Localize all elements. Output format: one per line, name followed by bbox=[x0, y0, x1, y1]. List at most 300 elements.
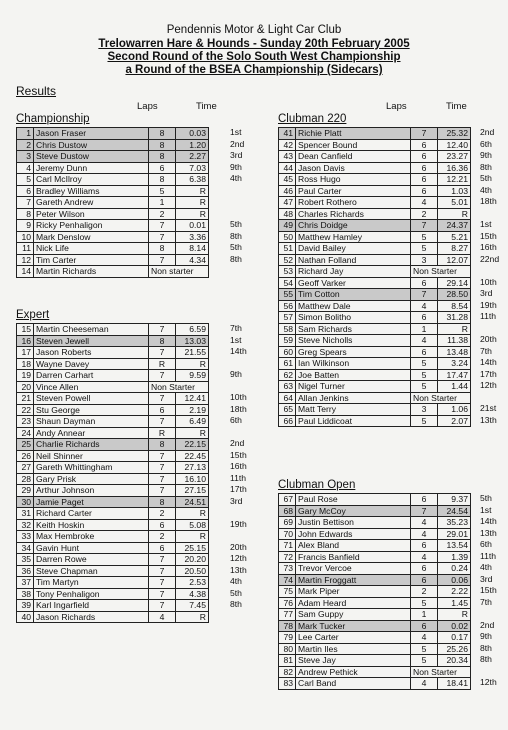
time-value: 1.45 bbox=[438, 597, 471, 609]
time-value: 9.59 bbox=[176, 370, 209, 382]
result-row bbox=[279, 185, 471, 197]
time-value: 27.15 bbox=[176, 485, 209, 497]
rider-name: Paul Liddicoat bbox=[296, 415, 411, 427]
rider-number: 35 bbox=[17, 554, 34, 566]
clubmanopen-title: Clubman Open bbox=[278, 479, 356, 491]
rider-name: Geoff Varker bbox=[296, 277, 411, 289]
rider-name: Jeremy Dunn bbox=[34, 162, 149, 174]
finish-position: 12th bbox=[480, 380, 497, 390]
rider-name: Tim Cotton bbox=[296, 289, 411, 301]
rider-name: Wayne Davey bbox=[34, 358, 149, 370]
result-row bbox=[17, 335, 209, 347]
result-row bbox=[279, 551, 471, 563]
time-value: 0.01 bbox=[176, 220, 209, 232]
result-row bbox=[17, 254, 209, 266]
rider-number: 66 bbox=[279, 415, 296, 427]
result-row bbox=[279, 540, 471, 552]
time-value: 29.14 bbox=[438, 277, 471, 289]
laps-value: 5 bbox=[411, 243, 438, 255]
result-row bbox=[279, 678, 471, 690]
rider-name: Matt Terry bbox=[296, 404, 411, 416]
rider-name: Ian Wilkinson bbox=[296, 358, 411, 370]
laps-value: 4 bbox=[411, 551, 438, 563]
rider-number: 70 bbox=[279, 528, 296, 540]
finish-position: 3rd bbox=[230, 496, 243, 506]
result-row bbox=[17, 381, 209, 393]
result-row bbox=[17, 266, 209, 278]
finish-position: 22nd bbox=[480, 254, 500, 264]
result-row bbox=[17, 197, 209, 209]
rider-name: Tony Penhaligon bbox=[34, 588, 149, 600]
rider-name: Gareth Andrew bbox=[34, 197, 149, 209]
time-value: 18.41 bbox=[438, 678, 471, 690]
rider-number: 11 bbox=[17, 243, 34, 255]
result-row bbox=[279, 335, 471, 347]
laps-value: 3 bbox=[411, 404, 438, 416]
rider-number: 33 bbox=[17, 531, 34, 543]
rider-number: 12 bbox=[17, 254, 34, 266]
time-value: 1.20 bbox=[176, 139, 209, 151]
laps-header-left: Laps bbox=[137, 101, 158, 112]
laps-value: 6 bbox=[411, 574, 438, 586]
rider-number: 64 bbox=[279, 392, 296, 404]
laps-value: 8 bbox=[149, 128, 176, 140]
rider-name: Paul Rose bbox=[296, 494, 411, 506]
rider-number: 28 bbox=[17, 473, 34, 485]
rider-name: Martin Froggatt bbox=[296, 574, 411, 586]
time-value: 2.19 bbox=[176, 404, 209, 416]
non-starter: Non Starter bbox=[411, 266, 471, 278]
time-value: R bbox=[176, 508, 209, 520]
rider-number: 42 bbox=[279, 139, 296, 151]
finish-position: 1st bbox=[480, 505, 492, 515]
laps-value: 8 bbox=[149, 439, 176, 451]
finish-position: 1st bbox=[480, 219, 492, 229]
rider-number: 22 bbox=[17, 404, 34, 416]
rider-name: Andrew Pethick bbox=[296, 666, 411, 678]
rider-name: Steve Jay bbox=[296, 655, 411, 667]
rider-name: Jamie Paget bbox=[34, 496, 149, 508]
time-value: 12.21 bbox=[438, 174, 471, 186]
time-value: R bbox=[176, 531, 209, 543]
rider-number: 54 bbox=[279, 277, 296, 289]
rider-number: 71 bbox=[279, 540, 296, 552]
result-row bbox=[279, 220, 471, 232]
rider-name: Stu George bbox=[34, 404, 149, 416]
rider-name: Darren Carhart bbox=[34, 370, 149, 382]
rider-number: 75 bbox=[279, 586, 296, 598]
result-row bbox=[279, 358, 471, 370]
rider-name: Charles Richards bbox=[296, 208, 411, 220]
result-row bbox=[17, 404, 209, 416]
rider-number: 58 bbox=[279, 323, 296, 335]
laps-value: 1 bbox=[411, 323, 438, 335]
laps-value: 5 bbox=[411, 655, 438, 667]
time-value: R bbox=[176, 358, 209, 370]
result-row bbox=[17, 347, 209, 359]
rider-name: Carl McIlroy bbox=[34, 174, 149, 186]
finish-position: 5th bbox=[230, 219, 242, 229]
time-value: 13.48 bbox=[438, 346, 471, 358]
clubmanopen-table bbox=[278, 493, 471, 690]
laps-value: 7 bbox=[411, 289, 438, 301]
time-value: 35.23 bbox=[438, 517, 471, 529]
time-value: 1.44 bbox=[438, 381, 471, 393]
finish-position: 9th bbox=[230, 162, 242, 172]
result-row bbox=[17, 439, 209, 451]
rider-name: Paul Carter bbox=[296, 185, 411, 197]
laps-value: 1 bbox=[149, 197, 176, 209]
finish-position: 9th bbox=[230, 369, 242, 379]
finish-position: 8th bbox=[480, 643, 492, 653]
result-row bbox=[17, 162, 209, 174]
time-value: 24.51 bbox=[176, 496, 209, 508]
time-value: 0.17 bbox=[438, 632, 471, 644]
rider-number: 49 bbox=[279, 220, 296, 232]
rider-number: 43 bbox=[279, 151, 296, 163]
time-value: R bbox=[176, 611, 209, 623]
finish-position: 20th bbox=[230, 542, 247, 552]
rider-number: 83 bbox=[279, 678, 296, 690]
time-value: R bbox=[176, 427, 209, 439]
finish-position: 20th bbox=[480, 334, 497, 344]
rider-number: 82 bbox=[279, 666, 296, 678]
time-value: 12.41 bbox=[176, 393, 209, 405]
result-row bbox=[279, 505, 471, 517]
result-row bbox=[17, 600, 209, 612]
finish-position: 6th bbox=[480, 539, 492, 549]
rider-number: 81 bbox=[279, 655, 296, 667]
rider-number: 59 bbox=[279, 335, 296, 347]
rider-name: Keith Hoskin bbox=[34, 519, 149, 531]
time-value: 6.59 bbox=[176, 324, 209, 336]
rider-name: Robert Rothero bbox=[296, 197, 411, 209]
rider-name: Justin Bettison bbox=[296, 517, 411, 529]
rider-name: Ricky Penhaligon bbox=[34, 220, 149, 232]
rider-number: 7 bbox=[17, 197, 34, 209]
laps-value: 8 bbox=[149, 496, 176, 508]
rider-number: 78 bbox=[279, 620, 296, 632]
time-value: 20.34 bbox=[438, 655, 471, 667]
rider-number: 19 bbox=[17, 370, 34, 382]
laps-value: 4 bbox=[411, 678, 438, 690]
event-title: Trelowarren Hare & Hounds - Sunday 20th February 2005 bbox=[98, 38, 410, 50]
championship-table bbox=[16, 127, 209, 278]
laps-value: 4 bbox=[411, 335, 438, 347]
time-value: 3.36 bbox=[176, 231, 209, 243]
result-row bbox=[17, 185, 209, 197]
rider-number: 79 bbox=[279, 632, 296, 644]
time-value: 25.26 bbox=[438, 643, 471, 655]
time-value: R bbox=[176, 197, 209, 209]
rider-number: 30 bbox=[17, 496, 34, 508]
time-value: 25.32 bbox=[438, 128, 471, 140]
rider-name: Carl Band bbox=[296, 678, 411, 690]
rider-name: Joe Batten bbox=[296, 369, 411, 381]
clubman220-title: Clubman 220 bbox=[278, 113, 347, 125]
rider-number: 6 bbox=[17, 185, 34, 197]
time-value: 16.10 bbox=[176, 473, 209, 485]
non-starter: Non Starter bbox=[149, 381, 209, 393]
laps-value: 7 bbox=[149, 588, 176, 600]
time-value: 28.50 bbox=[438, 289, 471, 301]
laps-value: 4 bbox=[149, 611, 176, 623]
rider-name: Darren Rowe bbox=[34, 554, 149, 566]
finish-position: 13th bbox=[480, 415, 497, 425]
rider-number: 14 bbox=[17, 266, 34, 278]
rider-name: Chris Doidge bbox=[296, 220, 411, 232]
rider-name: Martin Iles bbox=[296, 643, 411, 655]
result-row bbox=[17, 139, 209, 151]
laps-value: 6 bbox=[411, 174, 438, 186]
rider-name: Jason Richards bbox=[34, 611, 149, 623]
result-row bbox=[279, 312, 471, 324]
rider-name: Dean Canfield bbox=[296, 151, 411, 163]
rider-name: Jason Davis bbox=[296, 162, 411, 174]
time-value: 24.54 bbox=[438, 505, 471, 517]
rider-name: Richard Jay bbox=[296, 266, 411, 278]
rider-number: 57 bbox=[279, 312, 296, 324]
rider-number: 45 bbox=[279, 174, 296, 186]
laps-value: 7 bbox=[149, 565, 176, 577]
time-value: R bbox=[438, 208, 471, 220]
finish-position: 17th bbox=[230, 484, 247, 494]
rider-name: Sam Guppy bbox=[296, 609, 411, 621]
laps-value: 6 bbox=[149, 542, 176, 554]
result-row bbox=[279, 174, 471, 186]
laps-value: 2 bbox=[411, 586, 438, 598]
results-label: Results bbox=[16, 84, 57, 98]
result-row bbox=[279, 197, 471, 209]
laps-value: 6 bbox=[411, 346, 438, 358]
finish-position: 14th bbox=[480, 516, 497, 526]
laps-value: 4 bbox=[411, 632, 438, 644]
rider-number: 55 bbox=[279, 289, 296, 301]
laps-value: 6 bbox=[411, 563, 438, 575]
result-row bbox=[17, 588, 209, 600]
result-row bbox=[279, 632, 471, 644]
rider-name: Chris Dustow bbox=[34, 139, 149, 151]
rider-number: 53 bbox=[279, 266, 296, 278]
result-row bbox=[279, 392, 471, 404]
finish-position: 4th bbox=[230, 576, 242, 586]
laps-value: 5 bbox=[411, 415, 438, 427]
time-value: 5.01 bbox=[438, 197, 471, 209]
result-row bbox=[279, 528, 471, 540]
time-value: 22.15 bbox=[176, 439, 209, 451]
laps-value: 7 bbox=[149, 416, 176, 428]
time-value: R bbox=[176, 185, 209, 197]
result-row bbox=[279, 231, 471, 243]
time-value: 21.55 bbox=[176, 347, 209, 359]
finish-position: 10th bbox=[480, 277, 497, 287]
result-row bbox=[279, 586, 471, 598]
rider-name: Bradley Williams bbox=[34, 185, 149, 197]
time-value: 2.07 bbox=[438, 415, 471, 427]
result-row bbox=[17, 358, 209, 370]
finish-position: 4th bbox=[480, 185, 492, 195]
time-value: 22.45 bbox=[176, 450, 209, 462]
time-value: 5.21 bbox=[438, 231, 471, 243]
time-value: 8.14 bbox=[176, 243, 209, 255]
rider-name: Vince Allen bbox=[34, 381, 149, 393]
rider-name: Alex Bland bbox=[296, 540, 411, 552]
rider-name: Adam Heard bbox=[296, 597, 411, 609]
result-row bbox=[279, 208, 471, 220]
laps-value: 6 bbox=[411, 277, 438, 289]
finish-position: 2nd bbox=[480, 127, 495, 137]
rider-name: Max Hembroke bbox=[34, 531, 149, 543]
rider-name: Karl Ingarfield bbox=[34, 600, 149, 612]
laps-value: 7 bbox=[411, 220, 438, 232]
rider-name: Nick Life bbox=[34, 243, 149, 255]
rider-name: Nathan Folland bbox=[296, 254, 411, 266]
finish-position: 3rd bbox=[230, 150, 243, 160]
result-row bbox=[17, 554, 209, 566]
laps-value: 5 bbox=[411, 381, 438, 393]
time-value: 2.53 bbox=[176, 577, 209, 589]
finish-position: 21st bbox=[480, 403, 497, 413]
rider-name: Tim Martyn bbox=[34, 577, 149, 589]
rider-name: Arthur Johnson bbox=[34, 485, 149, 497]
rider-number: 69 bbox=[279, 517, 296, 529]
laps-value: 2 bbox=[149, 208, 176, 220]
result-row bbox=[279, 597, 471, 609]
laps-value: 7 bbox=[149, 485, 176, 497]
rider-number: 52 bbox=[279, 254, 296, 266]
result-row bbox=[17, 243, 209, 255]
rider-name: Matthew Dale bbox=[296, 300, 411, 312]
clubman220-table bbox=[278, 127, 471, 427]
finish-position: 5th bbox=[480, 493, 492, 503]
round-title: Second Round of the Solo South West Championship bbox=[107, 51, 401, 63]
time-value: 13.03 bbox=[176, 335, 209, 347]
rider-name: David Bailey bbox=[296, 243, 411, 255]
rider-number: 80 bbox=[279, 643, 296, 655]
time-header-right: Time bbox=[446, 101, 467, 112]
time-value: 6.49 bbox=[176, 416, 209, 428]
time-value: 23.27 bbox=[438, 151, 471, 163]
rider-name: Steve Dustow bbox=[34, 151, 149, 163]
rider-name: Matthew Hamley bbox=[296, 231, 411, 243]
finish-position: 8th bbox=[230, 231, 242, 241]
rider-name: Andy Annear bbox=[34, 427, 149, 439]
laps-value: 2 bbox=[411, 208, 438, 220]
championship-title: Championship bbox=[16, 113, 90, 125]
finish-position: 15th bbox=[480, 231, 497, 241]
laps-value: 6 bbox=[411, 139, 438, 151]
finish-position: 5th bbox=[230, 242, 242, 252]
rider-number: 26 bbox=[17, 450, 34, 462]
result-row bbox=[279, 346, 471, 358]
rider-number: 47 bbox=[279, 197, 296, 209]
result-row bbox=[279, 494, 471, 506]
rider-name: Mark Denslow bbox=[34, 231, 149, 243]
laps-value: 6 bbox=[411, 540, 438, 552]
result-row bbox=[279, 243, 471, 255]
result-row bbox=[17, 519, 209, 531]
result-row bbox=[17, 128, 209, 140]
finish-position: 8th bbox=[230, 599, 242, 609]
rider-name: Steve Nicholls bbox=[296, 335, 411, 347]
rider-number: 73 bbox=[279, 563, 296, 575]
finish-position: 16th bbox=[480, 242, 497, 252]
result-row bbox=[279, 620, 471, 632]
laps-value: 5 bbox=[411, 369, 438, 381]
time-value: 31.28 bbox=[438, 312, 471, 324]
finish-position: 9th bbox=[480, 631, 492, 641]
time-value: 0.02 bbox=[438, 620, 471, 632]
result-row bbox=[17, 611, 209, 623]
rider-number: 74 bbox=[279, 574, 296, 586]
result-row bbox=[17, 450, 209, 462]
rider-number: 32 bbox=[17, 519, 34, 531]
finish-position: 2nd bbox=[230, 139, 245, 149]
rider-number: 63 bbox=[279, 381, 296, 393]
laps-value: 1 bbox=[411, 609, 438, 621]
laps-value: 6 bbox=[411, 151, 438, 163]
time-value: R bbox=[438, 323, 471, 335]
laps-value: R bbox=[149, 427, 176, 439]
result-row bbox=[17, 324, 209, 336]
laps-value: R bbox=[149, 358, 176, 370]
rider-name: Peter Wilson bbox=[34, 208, 149, 220]
result-row bbox=[17, 531, 209, 543]
finish-position: 3rd bbox=[480, 574, 493, 584]
rider-number: 25 bbox=[17, 439, 34, 451]
result-row bbox=[279, 415, 471, 427]
result-row bbox=[279, 289, 471, 301]
rider-name: Steven Jewell bbox=[34, 335, 149, 347]
rider-name: Jason Fraser bbox=[34, 128, 149, 140]
result-row bbox=[279, 128, 471, 140]
time-header-left: Time bbox=[196, 101, 217, 112]
rider-number: 31 bbox=[17, 508, 34, 520]
result-row bbox=[17, 370, 209, 382]
finish-position: 19th bbox=[480, 300, 497, 310]
laps-value: 7 bbox=[149, 554, 176, 566]
laps-value: 8 bbox=[149, 335, 176, 347]
expert-title: Expert bbox=[16, 309, 50, 321]
rider-number: 39 bbox=[17, 600, 34, 612]
time-value: 20.20 bbox=[176, 554, 209, 566]
result-row bbox=[279, 517, 471, 529]
finish-position: 19th bbox=[230, 519, 247, 529]
laps-value: 6 bbox=[411, 620, 438, 632]
club-name: Pendennis Motor & Light Car Club bbox=[166, 24, 342, 36]
time-value: 9.37 bbox=[438, 494, 471, 506]
time-value: 6.38 bbox=[176, 174, 209, 186]
finish-position: 5th bbox=[480, 173, 492, 183]
time-value: R bbox=[438, 609, 471, 621]
finish-position: 2nd bbox=[480, 620, 495, 630]
time-value: 8.27 bbox=[438, 243, 471, 255]
rider-number: 36 bbox=[17, 565, 34, 577]
rider-number: 27 bbox=[17, 462, 34, 474]
laps-value: 6 bbox=[411, 185, 438, 197]
laps-value: 4 bbox=[411, 517, 438, 529]
laps-value: 4 bbox=[411, 300, 438, 312]
result-row bbox=[279, 139, 471, 151]
rider-number: 18 bbox=[17, 358, 34, 370]
laps-value: 7 bbox=[149, 577, 176, 589]
laps-value: 7 bbox=[149, 254, 176, 266]
rider-number: 72 bbox=[279, 551, 296, 563]
rider-number: 62 bbox=[279, 369, 296, 381]
finish-position: 8th bbox=[480, 654, 492, 664]
rider-name: Shaun Dayman bbox=[34, 416, 149, 428]
time-value: 2.27 bbox=[176, 151, 209, 163]
